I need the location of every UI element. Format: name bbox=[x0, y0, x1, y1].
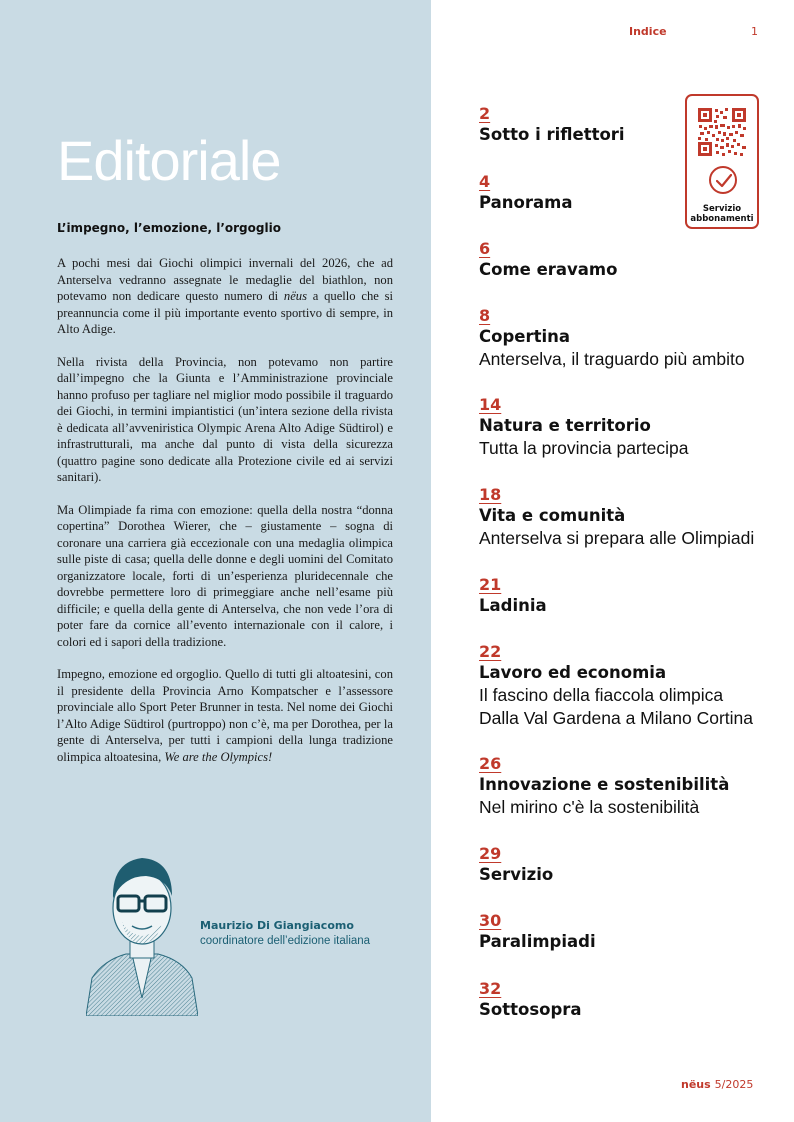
footer-issue bbox=[681, 1078, 753, 1091]
editorial-paragraph-4: Impegno, emozione ed orgoglio. Quello di tutti gli altoatesini, con il presidente della Provincia Arno Kompatscher e l’assessore provinciale allo Sport Peter Brunner in testa. Nel nome dei Giochi l’Alto Adige Südtirol (purtroppo) non c’è, ma per Dorothea, per la gente di Anterselva, per tutti i campioni della lunga tradizione olimpica altoatesina, We are the Olympics! bbox=[57, 667, 393, 764]
toc-item-come-eravamo[interactable] bbox=[479, 239, 617, 281]
toc-item-panorama[interactable] bbox=[479, 172, 572, 214]
toc-page-number[interactable]: 30 bbox=[479, 911, 502, 930]
toc-title[interactable]: Lavoro ed economia bbox=[479, 663, 667, 682]
toc-title[interactable]: Natura e territorio bbox=[479, 416, 651, 435]
toc-page-number[interactable]: 29 bbox=[479, 844, 502, 863]
toc-page-number[interactable]: 22 bbox=[479, 642, 502, 661]
toc-title[interactable]: Come eravamo bbox=[479, 260, 618, 279]
toc-subtitle[interactable]: Anterselva, il traguardo più ambito bbox=[479, 349, 745, 369]
toc-title[interactable]: Paralimpiadi bbox=[479, 932, 596, 951]
toc-item-vita-e-comunita[interactable] bbox=[479, 485, 754, 550]
editorial-paragraph-3: Ma Olimpiade fa rima con emozione: quella della nostra “donna copertina” Dorothea Wierer, che – giustamente – sogna di coronare una carriera già eccezionale con una medaglia olimpica sulle piste di casa; quella delle donne e degli uomini del Comitato organizzatore locale, forti di un’esperienza pluridecennale che dovrebbe permettere loro di primeggiare anche nell’esame più difficile; e quella della gente di Anterselva, che non vede l’ora di poter fare da cornice all’evento internazionale con il calore, i colori ed i sapori della tradizione. bbox=[57, 502, 393, 649]
section-label: Indice bbox=[629, 25, 667, 38]
subscription-label[interactable]: Servizio abbonamenti bbox=[690, 204, 754, 224]
toc-item-lavoro-ed-economia[interactable] bbox=[479, 642, 753, 730]
toc-page-number[interactable]: 2 bbox=[479, 104, 491, 123]
toc-title[interactable]: Servizio bbox=[479, 865, 554, 884]
page-number: 1 bbox=[751, 25, 758, 38]
toc-item-servizio[interactable] bbox=[479, 844, 553, 886]
toc-item-paralimpiadi[interactable] bbox=[479, 911, 596, 953]
toc-title[interactable]: Sotto i riflettori bbox=[479, 125, 625, 144]
toc-page-number[interactable]: 26 bbox=[479, 754, 502, 773]
editorial-paragraph-1: A pochi mesi dai Giochi olimpici invernali del 2026, che ad Anterselva vedranno assegnate le medaglie del biathlon, non potevamo non dedicare questo numero di nëus a quello che si preannuncia come il più importante evento sportivo di sempre, in Alto Adige. bbox=[57, 256, 393, 336]
toc-page-number[interactable]: 14 bbox=[479, 395, 502, 414]
toc-item-sottosopra[interactable] bbox=[479, 979, 582, 1021]
qr-code-icon[interactable] bbox=[698, 108, 746, 156]
toc-item-copertina[interactable] bbox=[479, 306, 745, 371]
toc-page-number[interactable]: 6 bbox=[479, 239, 491, 258]
toc-title[interactable]: Vita e comunità bbox=[479, 506, 626, 525]
toc-subtitle[interactable]: Nel mirino c'è la sostenibilità bbox=[479, 797, 700, 817]
toc-item-natura-e-territorio[interactable] bbox=[479, 395, 688, 460]
closing-motto: We are the Olympics! bbox=[164, 749, 273, 764]
author-role: coordinatore dell’edizione italiana bbox=[200, 935, 371, 947]
toc-subtitle[interactable]: Anterselva si prepara alle Olimpiadi bbox=[479, 528, 755, 548]
toc-item-innovazione-e-sostenibilita[interactable] bbox=[479, 754, 729, 819]
toc-page-number[interactable]: 32 bbox=[479, 979, 502, 998]
editorial-subtitle: L’impegno, l’emozione, l’orgoglio bbox=[57, 221, 281, 235]
author-portrait bbox=[86, 848, 198, 1016]
magazine-name: nëus bbox=[283, 289, 307, 303]
subscription-service-box[interactable] bbox=[685, 94, 759, 229]
toc-title[interactable]: Ladinia bbox=[479, 596, 547, 615]
toc-page-number[interactable]: 18 bbox=[479, 485, 502, 504]
toc-title[interactable]: Innovazione e sostenibilità bbox=[479, 775, 730, 794]
toc-page-number[interactable]: 8 bbox=[479, 306, 491, 325]
author-credit bbox=[200, 919, 370, 947]
checkmark-circle-icon bbox=[709, 166, 737, 194]
toc-subtitle[interactable]: Tutta la provincia partecipa bbox=[479, 438, 689, 458]
toc-subtitle[interactable]: Dalla Val Gardena a Milano Cortina bbox=[479, 708, 753, 728]
editorial-body bbox=[57, 255, 393, 781]
toc-title[interactable]: Sottosopra bbox=[479, 1000, 582, 1019]
toc-item-sotto-i-riflettori[interactable] bbox=[479, 104, 625, 146]
author-name: Maurizio Di Giangiacomo bbox=[200, 919, 354, 932]
toc-title[interactable]: Panorama bbox=[479, 193, 573, 212]
editorial-title: Editoriale bbox=[57, 129, 281, 192]
magazine-brand: nëus bbox=[681, 1078, 711, 1091]
editorial-paragraph-2: Nella rivista della Provincia, non potevamo non partire dall’impegno che la Giunta e l’Amministrazione provinciale hanno profuso per tagliare nel miglior modo possibile il traguardo dei Giochi, in termini impiantistici (un’intera sezione della rivista è dedicata all’avveniristica Olympic Arena Alto Adige Südtirol) e infrastrutturali, ma anche dal punto di vista della sicurezza (quattro pagine sono dedicate alla Protezione civile ed ai servizi sanitari). bbox=[57, 354, 393, 484]
toc-subtitle[interactable]: Il fascino della fiaccola olimpica bbox=[479, 685, 724, 705]
toc-item-ladinia[interactable] bbox=[479, 575, 547, 617]
toc-page-number[interactable]: 21 bbox=[479, 575, 502, 594]
toc-page-number[interactable]: 4 bbox=[479, 172, 491, 191]
issue-number: 5/2025 bbox=[714, 1078, 754, 1091]
toc-title[interactable]: Copertina bbox=[479, 327, 571, 346]
